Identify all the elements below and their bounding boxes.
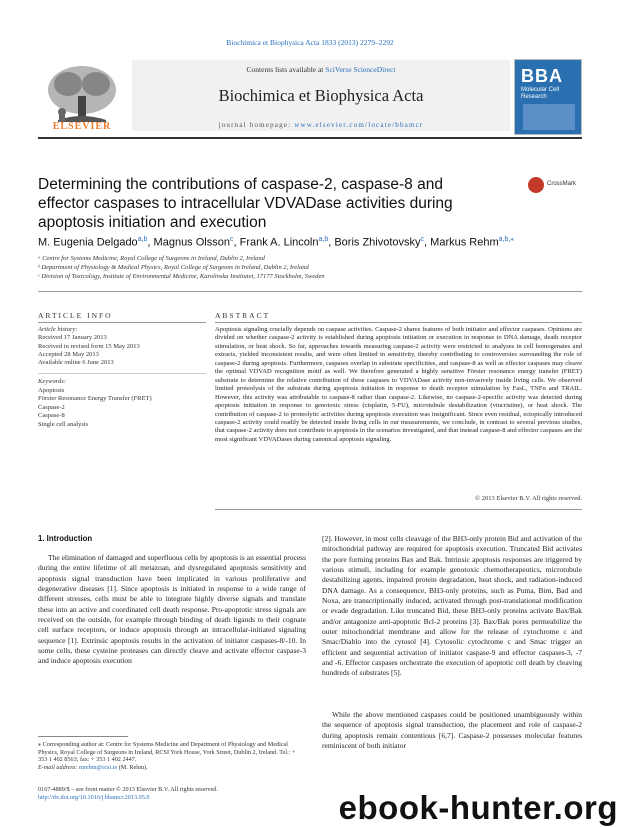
author[interactable]: M. Eugenia Delgado: [38, 236, 138, 249]
keywords-label: Keywords:: [38, 378, 66, 385]
homepage-link[interactable]: www.elsevier.com/locate/bbamcr: [294, 121, 424, 129]
keyword[interactable]: Caspase-2: [38, 403, 65, 411]
keywords-list: [38, 378, 206, 430]
sciencedirect-link[interactable]: SciVerse ScienceDirect: [325, 65, 396, 74]
article-info-rule: [38, 322, 206, 323]
keywords-rule: [38, 373, 206, 374]
watermark-text: ebook-hunter.org: [338, 789, 618, 826]
title-divider: [38, 291, 582, 292]
footnote-rule: [38, 736, 128, 737]
author[interactable]: Markus Rehm: [430, 236, 499, 249]
abstract-rule: [215, 322, 582, 323]
author-list: [38, 235, 598, 249]
keyword[interactable]: Förster Resonance Energy Transfer (FRET): [38, 395, 152, 403]
author-separator: ,: [328, 236, 335, 249]
issn-line: 0167-4889/$ – see front matter © 2013 Elsevier B.V. All rights reserved.: [38, 786, 218, 793]
author[interactable]: Frank A. Lincoln: [239, 236, 319, 249]
affiliation: ᵇ Department of Physiology & Medical Physics, Royal College of Surgeons in Ireland, Dublin 2, Ireland: [38, 264, 309, 271]
contents-prefix: Contents lists available at: [246, 65, 326, 74]
copyright-notice: © 2013 Elsevier B.V. All rights reserved.: [475, 495, 582, 502]
history-label: Article history:: [38, 326, 78, 333]
keyword[interactable]: Single cell analysis: [38, 420, 89, 428]
homepage-prefix: journal homepage:: [218, 121, 295, 129]
author-affiliation-marker[interactable]: c: [420, 236, 425, 243]
cover-subtitle: Molecular Cell Research: [521, 87, 560, 100]
author-separator: ,: [233, 236, 240, 249]
author-affiliation-marker[interactable]: c: [229, 236, 234, 243]
author-affiliation-marker[interactable]: a,b: [137, 236, 148, 243]
crossmark-icon[interactable]: [528, 177, 544, 193]
abstract-bottom-rule: [215, 509, 582, 510]
doi-link[interactable]: http://dx.doi.org/10.1016/j.bbamcr.2013.05.0: [38, 793, 150, 801]
keyword[interactable]: Caspase-8: [38, 412, 65, 420]
crossmark-label[interactable]: CrossMark: [547, 181, 577, 187]
history-item: Accepted 28 May 2013: [38, 350, 99, 358]
body-paragraph: While the above mentioned caspases could be positioned unambiguously within the sequence of apoptosis signal transduction, the placement and role of caspase-2 during apoptosis remain contentious [6,7]. Caspase-2 possesses molecular features reminiscent of both initiator: [322, 710, 582, 751]
article-info-heading: ARTICLE INFO: [38, 311, 113, 320]
keyword[interactable]: Apoptosis: [38, 386, 65, 394]
introduction-paragraph: The elimination of damaged and superfluous cells by apoptosis is an essential process during the entire lifetime of all metazoan, and dysregulated apoptosis sensitivity and apoptosis signal transduction have been implicated in various proliferative and degenerative diseases [1]. Since apoptosis is initiated in response to a wide range of different stresses, cells must be able to integrate highly diverse signals and translate these into an active and coordinated cell death response. Pro-apoptotic stress signals are received on the outside, for example through binding of death ligands to their cognate cell surface receptors, or induce apoptosis through an intracellular-initiated signaling sequence [1]. Extrinsic apoptosis results in the activation of initiator caspases-8/-10. In some cells, these cysteine proteases can directly cleave and activate effector caspase-3 and induce apoptosis execution: [38, 553, 306, 666]
author[interactable]: Boris Zhivotovsky: [334, 236, 421, 249]
author-affiliation-marker[interactable]: a,b,⁎: [498, 236, 514, 243]
affiliation: ᵃ Centre for Systems Medicine, Royal College of Surgeons in Ireland, Dublin 2, Ireland: [38, 255, 265, 262]
body-paragraph: [2]. However, in most cells cleavage of the BH3-only protein Bid and activation of the mitochondrial pathway are required for apoptosis execution. Truncated Bid activates the pore forming proteins Bax and Bak. Intrinsic apoptosis responses are triggered by various stimuli, including for example genotoxic chemotherapeutics, microtubule destabilizing agents, impaired protein degradation, heat shock, and radiation-induced DNA damage. As a consequence, BH3-only proteins, such as Puma, Bim, Bad and Noxa, are transcriptionally induced, activated through post-translational modification or evade degradation. Like truncated Bid, these BH3-only proteins activate Bax/Bak and/or antagonize anti-apoptotic Bcl-2 proteins [3]. Bax/Bak pores permeabilize the outer mitochondrial membrane and allow for the release of cytochrome c and Smac/Diablo into the cytosol [4]. Cytosolic cytochrome c and Smac trigger an efficient and sequential activation of initiator caspase-9 and effector caspases-3, -7 and -6. Effector caspases orchestrate the execution of apoptotic cell death by cleaving hundreds of substrates [5].: [322, 534, 582, 678]
abstract-heading: ABSTRACT: [215, 311, 271, 320]
author-separator: ,: [424, 236, 431, 249]
article-history: [38, 326, 206, 367]
article-title: Determining the contributions of caspase-2, caspase-8 and effector caspases to intracellular VDVADase activities during apoptosis initiation and execution: [38, 176, 453, 231]
affiliation: ᶜ Division of Toxicology, Institute of Environmental Medicine, Karolinska Institutet, 17177 Stockholm, Sweden: [38, 273, 325, 280]
footnote-text: ⁎ Corresponding author at: Centre for Systems Medicine and Department of Physiology and Medical Physics, Royal College of Surgeons in Ireland, RCSI York House, York Street, Dublin 2, Ireland. Tel.: + 353 1 402 8563; fax: + 353 1 402 2447.: [38, 741, 296, 764]
journal-cover-thumbnail[interactable]: [514, 59, 582, 135]
introduction-heading: 1. Introduction: [38, 534, 93, 543]
history-item: Received in revised form 15 May 2013: [38, 342, 140, 350]
journal-title: Biochimica et Biophysica Acta: [218, 86, 424, 105]
journal-homepage-line: [132, 121, 510, 129]
corresponding-author-footnote: [38, 741, 306, 771]
journal-reference[interactable]: Biochimica et Biophysica Acta 1833 (2013) 2279–2292: [226, 38, 394, 47]
author[interactable]: Magnus Olsson: [153, 236, 230, 249]
cover-image: [523, 104, 575, 130]
email-label: E-mail address:: [38, 763, 80, 771]
author-email-link[interactable]: mrehm@rcsi.ie: [79, 763, 118, 771]
header-divider: [38, 137, 582, 139]
contents-available-line: [132, 65, 510, 74]
abstract-text: Apoptosis signaling crucially depends on caspase activities. Caspase-2 shares features of both initiator and effector caspases. Opinions are divided on whether caspase-2 activity is established during apoptosis initiation or execution in response to DNA damage, death receptor stimulation, or heat shock. So far, approaches towards measuring caspase-2 activity were restricted to analyses in cell homogenates and extracts, yielded inconsistent results, and were often limited in sensitivity, thereby contributing to controversies surrounding the role of caspase-2 during apoptosis. Furthermore, caspases overlap in substrate specificities, and caspase-8 as well as effector caspases may cleave the optimal VDVAD recognition motif as well. We therefore generated a highly sensitive Förster resonance energy transfer (FRET) substrate to determine the relative contribution of these caspases to VDVADase activity non-invasively inside living cells. We observed limited proteolysis of the substrate during apoptosis initiation in response to death receptor stimulation by FasL, TNFα and TRAIL. However, this activity was attributable to caspase-8 rather than caspase-2. Likewise, no caspase-2-specific activity was detected during apoptosis initiation in response to genotoxic stress (cisplatin, 5-FU), microtubule destabilization (vincristine), or heat shock. The contribution of caspase-2 to proteolytic activities during apoptosis execution was insignificant. Since even residual, ectopically introduced caspase-2 activity could readily be detected inside living cells in our measurements, we conclude, in contrast to several previous studies, that caspase-2 activity does not contribute to apoptosis in the scenarios investigated, and that instead caspase-8 and effector caspases are the most significant VDVADases during canonical apoptosis signaling.: [215, 326, 582, 443]
author-affiliation-marker[interactable]: a,b: [318, 236, 329, 243]
history-item: Available online 6 June 2013: [38, 359, 114, 367]
elsevier-wordmark: ELSEVIER: [52, 121, 112, 132]
email-suffix: (M. Rehm).: [117, 763, 148, 771]
author-separator: ,: [147, 236, 154, 249]
cover-title: BBA: [521, 66, 563, 86]
history-item: Received 17 January 2013: [38, 334, 107, 342]
